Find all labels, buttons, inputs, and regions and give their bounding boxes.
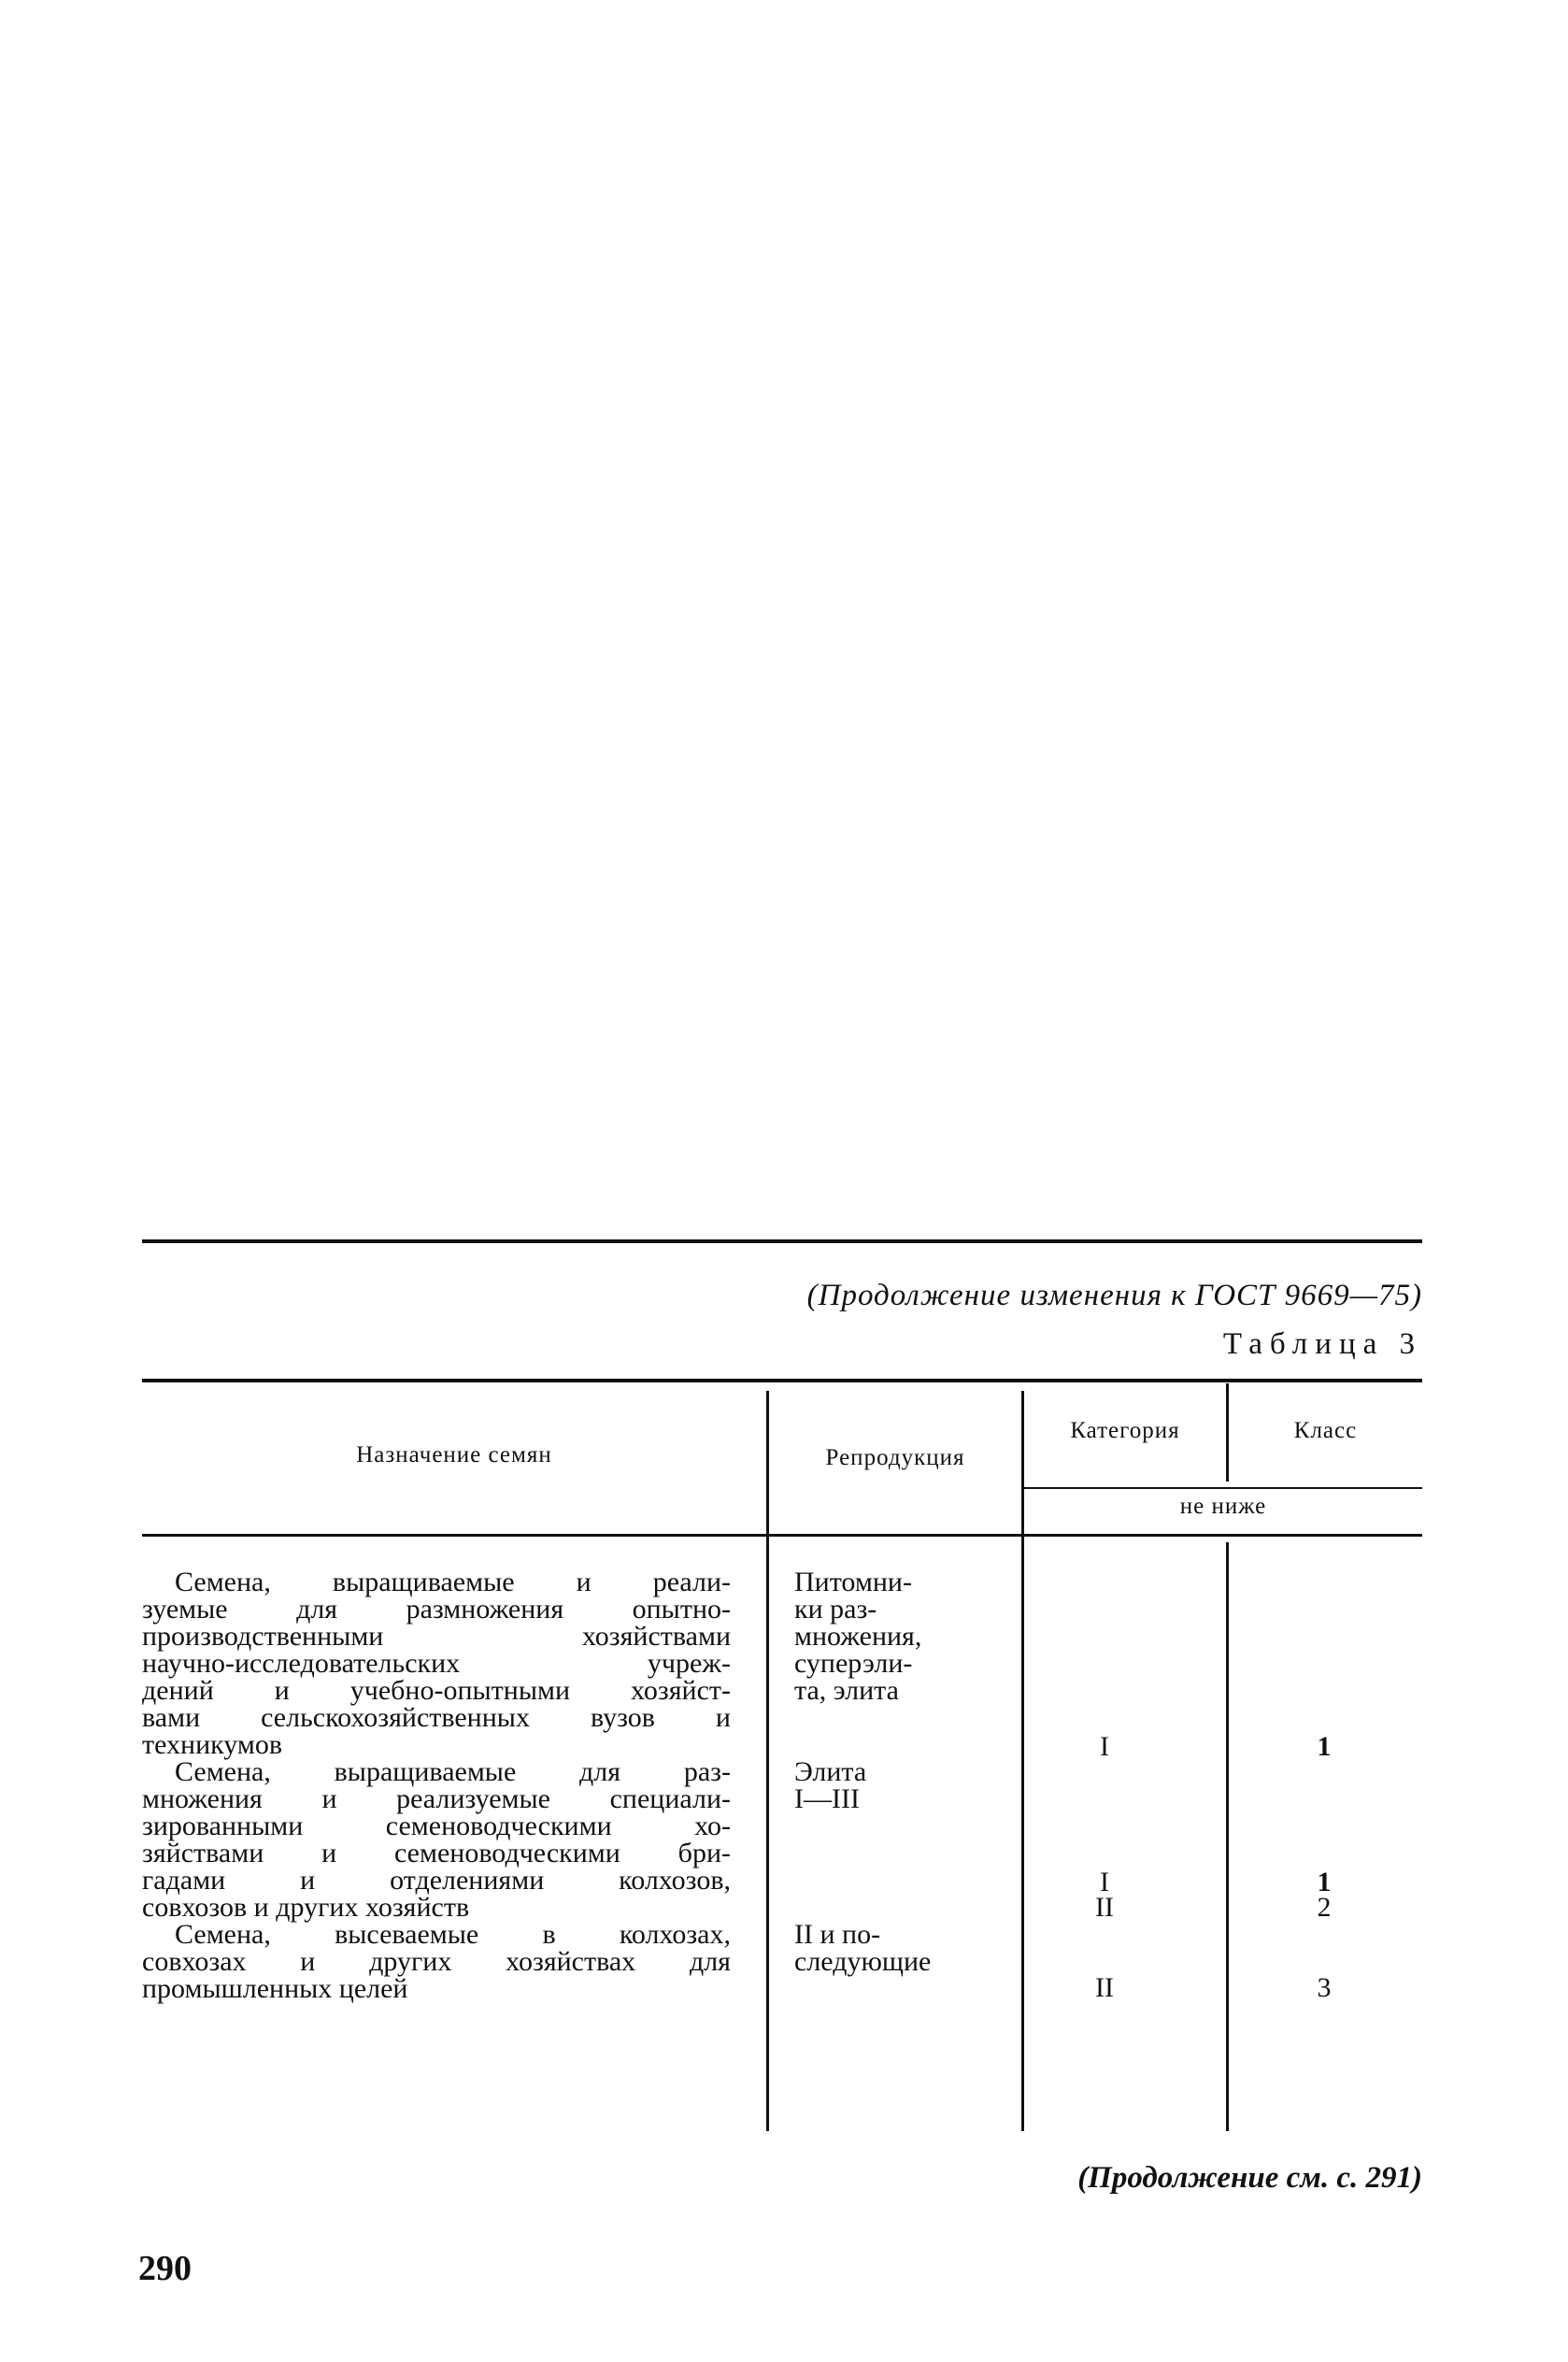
reproduction-line: I—III (794, 1783, 860, 1814)
purpose-line: вами сельскохозяйственных вузов и (142, 1702, 731, 1733)
purpose-line: гадами и отделениями колхозов, (142, 1865, 731, 1896)
purpose-line: совхозов и других хозяйств (142, 1892, 470, 1923)
purpose-line: множения и реализуемые специали- (142, 1783, 731, 1814)
purpose-line: зуемые для размножения опытно- (142, 1594, 731, 1625)
category-value: I (1100, 1731, 1109, 1762)
reproduction-line: Элита (794, 1756, 867, 1787)
purpose-line: зированными семеноводческими хо- (142, 1811, 731, 1841)
table-top-rule (142, 1379, 1422, 1382)
category-value: II (1095, 1972, 1114, 2003)
column-divider-3-body (1226, 1542, 1229, 2131)
header-reproduction: Репродукция (825, 1445, 965, 1470)
reproduction-group-2 (794, 1758, 1019, 1812)
class-value: 3 (1317, 1972, 1332, 2003)
purpose-line: Семена, выращиваемые и реали- (175, 1567, 731, 1597)
table-title: Таблица 3 (1222, 1327, 1422, 1361)
header-bottom-rule (142, 1534, 1422, 1537)
reproduction-line: ки раз- (794, 1594, 877, 1625)
purpose-line: зяйствами и семеноводческими бри- (142, 1838, 731, 1868)
class-value: 2 (1317, 1892, 1332, 1923)
header-class: Класс (1293, 1418, 1358, 1443)
reproduction-line: II и по- (794, 1919, 881, 1950)
purpose-line: дений и учебно-опытными хозяйст- (142, 1675, 731, 1706)
class-value: 1 (1317, 1731, 1332, 1762)
column-divider-1 (766, 1391, 769, 2131)
continuation-note: (Продолжение изменения к ГОСТ 9669—75) (806, 1279, 1422, 1312)
purpose-line: совхозах и других хозяйствах для (142, 1946, 731, 1977)
reproduction-line: Питомни- (794, 1567, 912, 1597)
purpose-line: Семена, высеваемые в колхозах, (175, 1919, 731, 1950)
category-value: I (1100, 1867, 1109, 1897)
continued-on-note: (Продолжение см. с. 291) (1077, 2161, 1422, 2195)
page-number: 290 (138, 2249, 192, 2288)
header-purpose: Назначение семян (356, 1442, 552, 1467)
purpose-line: техникумов (142, 1729, 283, 1760)
reproduction-group-3 (794, 1921, 1019, 1975)
purpose-line: Семена, выращиваемые для раз- (175, 1756, 731, 1787)
purpose-line: научно-исследовательских учреж- (142, 1648, 731, 1679)
purpose-column (142, 1568, 731, 2002)
purpose-line: промышленных целей (142, 1973, 408, 2004)
reproduction-line: та, элита (794, 1675, 899, 1706)
reproduction-line: следующие (794, 1946, 932, 1977)
reproduction-group-1 (794, 1568, 1019, 1704)
reproduction-line: множения, (794, 1621, 922, 1652)
header-category: Категория (1070, 1418, 1180, 1443)
header-not-lower: не ниже (1179, 1494, 1267, 1519)
top-rule (142, 1239, 1422, 1243)
reproduction-line: суперэли- (794, 1648, 913, 1679)
purpose-line: производственными хозяйствами (142, 1621, 731, 1652)
class-value: 1 (1317, 1867, 1332, 1897)
category-value: II (1095, 1892, 1114, 1923)
subheader-rule (1021, 1487, 1422, 1489)
